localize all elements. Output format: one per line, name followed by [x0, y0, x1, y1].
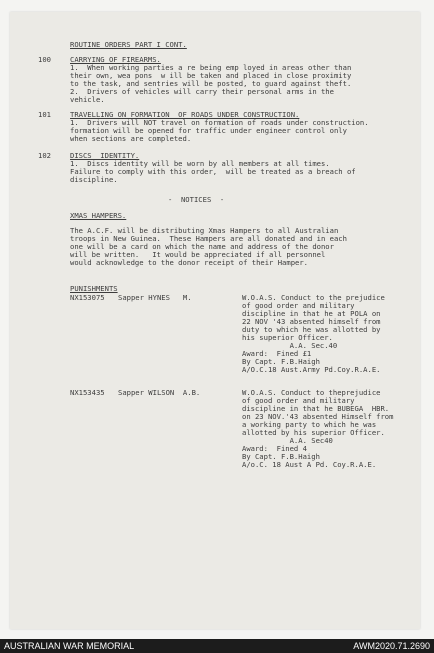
xmas-line: troops in New Guinea. These Hampers are all donated and in each: [70, 234, 347, 243]
offence-line: of good order and military: [242, 301, 355, 310]
footer-credit: AUSTRALIAN WAR MEMORIAL: [4, 641, 135, 651]
xmas-line: one will be a card on which the name and address of the donor: [70, 242, 334, 251]
award-line: A/o.C. 18 Aust A Pd. Coy.R.A.E.: [242, 460, 377, 469]
xmas-hampers-title: XMAS HAMPERS.: [70, 211, 127, 220]
section-100-line: their own, wea pons w ill be taken and placed in close proximity: [70, 71, 352, 80]
section-100-line: 1. When working parties a re being emp loyed in areas other than: [70, 63, 352, 72]
service-number: NX153075: [70, 293, 105, 302]
award-line: By Capt. F.B.Haigh: [242, 452, 320, 461]
offence-line: W.O.A.S. Conduct to the prejudice: [242, 293, 385, 302]
offence-line: A.A. Sec40: [242, 436, 333, 445]
xmas-line: The A.C.F. will be distributing Xmas Hampers to all Australian: [70, 226, 339, 235]
typed-orders: [10, 12, 420, 629]
footer-accession-number: AWM2020.71.2690: [353, 641, 430, 651]
service-number: NX153435: [70, 388, 105, 397]
section-101-line: when sections are completed.: [70, 134, 192, 143]
section-100-line: to the task, and sentries will be posted, to guard against theft.: [70, 79, 352, 88]
footer-bar: [0, 639, 434, 653]
section-100-line: vehicle.: [70, 95, 105, 104]
award-line: By Capt. F.B.Haigh: [242, 357, 320, 366]
soldier-name: Sapper WILSON A.B.: [118, 388, 201, 397]
offence-line: a working party to which he was: [242, 420, 377, 429]
offence-line: of good order and military: [242, 396, 355, 405]
section-number-102: 102: [38, 151, 51, 160]
offence-line: 22 NOV '43 absented himself from: [242, 317, 381, 326]
section-title-roads: TRAVELLING ON FORMATION OF ROADS UNDER CONSTRUCTION.: [70, 110, 300, 119]
xmas-line: would acknowledge to the donor receipt of their Hamper.: [70, 258, 308, 267]
section-title-discs: DISCS IDENTITY.: [70, 151, 140, 160]
section-number-101: 101: [38, 110, 51, 119]
section-102-line: 1. Discs identity will be worn by all members at all times.: [70, 159, 330, 168]
section-number-100: 100: [38, 55, 51, 64]
punishments-title: PUNISHMENTS: [70, 284, 118, 293]
award-line: A/O.C.18 Aust.Army Pd.Coy.R.A.E.: [242, 365, 381, 374]
award-line: Award: Fined £1: [242, 349, 312, 358]
section-title-firearms: CARRYING OF FIREARMS.: [70, 55, 161, 64]
offence-line: duty to which he was allotted by: [242, 325, 381, 334]
soldier-name: Sapper HYNES M.: [118, 293, 192, 302]
award-line: Award: Fined 4: [242, 444, 307, 453]
xmas-line: will be written. It would be appreciated if all personnel: [70, 250, 326, 259]
offence-line: A.A. Sec.40: [242, 341, 338, 350]
section-101-line: 1. Drivers will NOT travel on formation of roads under construction.: [70, 118, 369, 127]
offence-line: discipline in that he at POLA on: [242, 309, 381, 318]
document-page: [10, 12, 420, 629]
section-101-line: formation will be opened for traffic under engineer control only: [70, 126, 347, 135]
offence-line: W.O.A.S. Conduct to theprejudice: [242, 388, 381, 397]
offence-line: allotted by his superior Officer.: [242, 428, 385, 437]
section-102-line: discipline.: [70, 175, 118, 184]
notices-heading: - NOTICES -: [168, 195, 225, 204]
offence-line: on 23 NOV.'43 absented Himself from: [242, 412, 394, 421]
section-100-line: 2. Drivers of vehicles will carry their personal arms in the: [70, 87, 334, 96]
section-102-line: Failure to comply with this order, will be treated as a breach of: [70, 167, 356, 176]
offence-line: his superior Officer.: [242, 333, 333, 342]
document-header: ROUTINE ORDERS PART I CONT.: [70, 40, 187, 49]
offence-line: discipline in that he BUBEGA HBR.: [242, 404, 390, 413]
